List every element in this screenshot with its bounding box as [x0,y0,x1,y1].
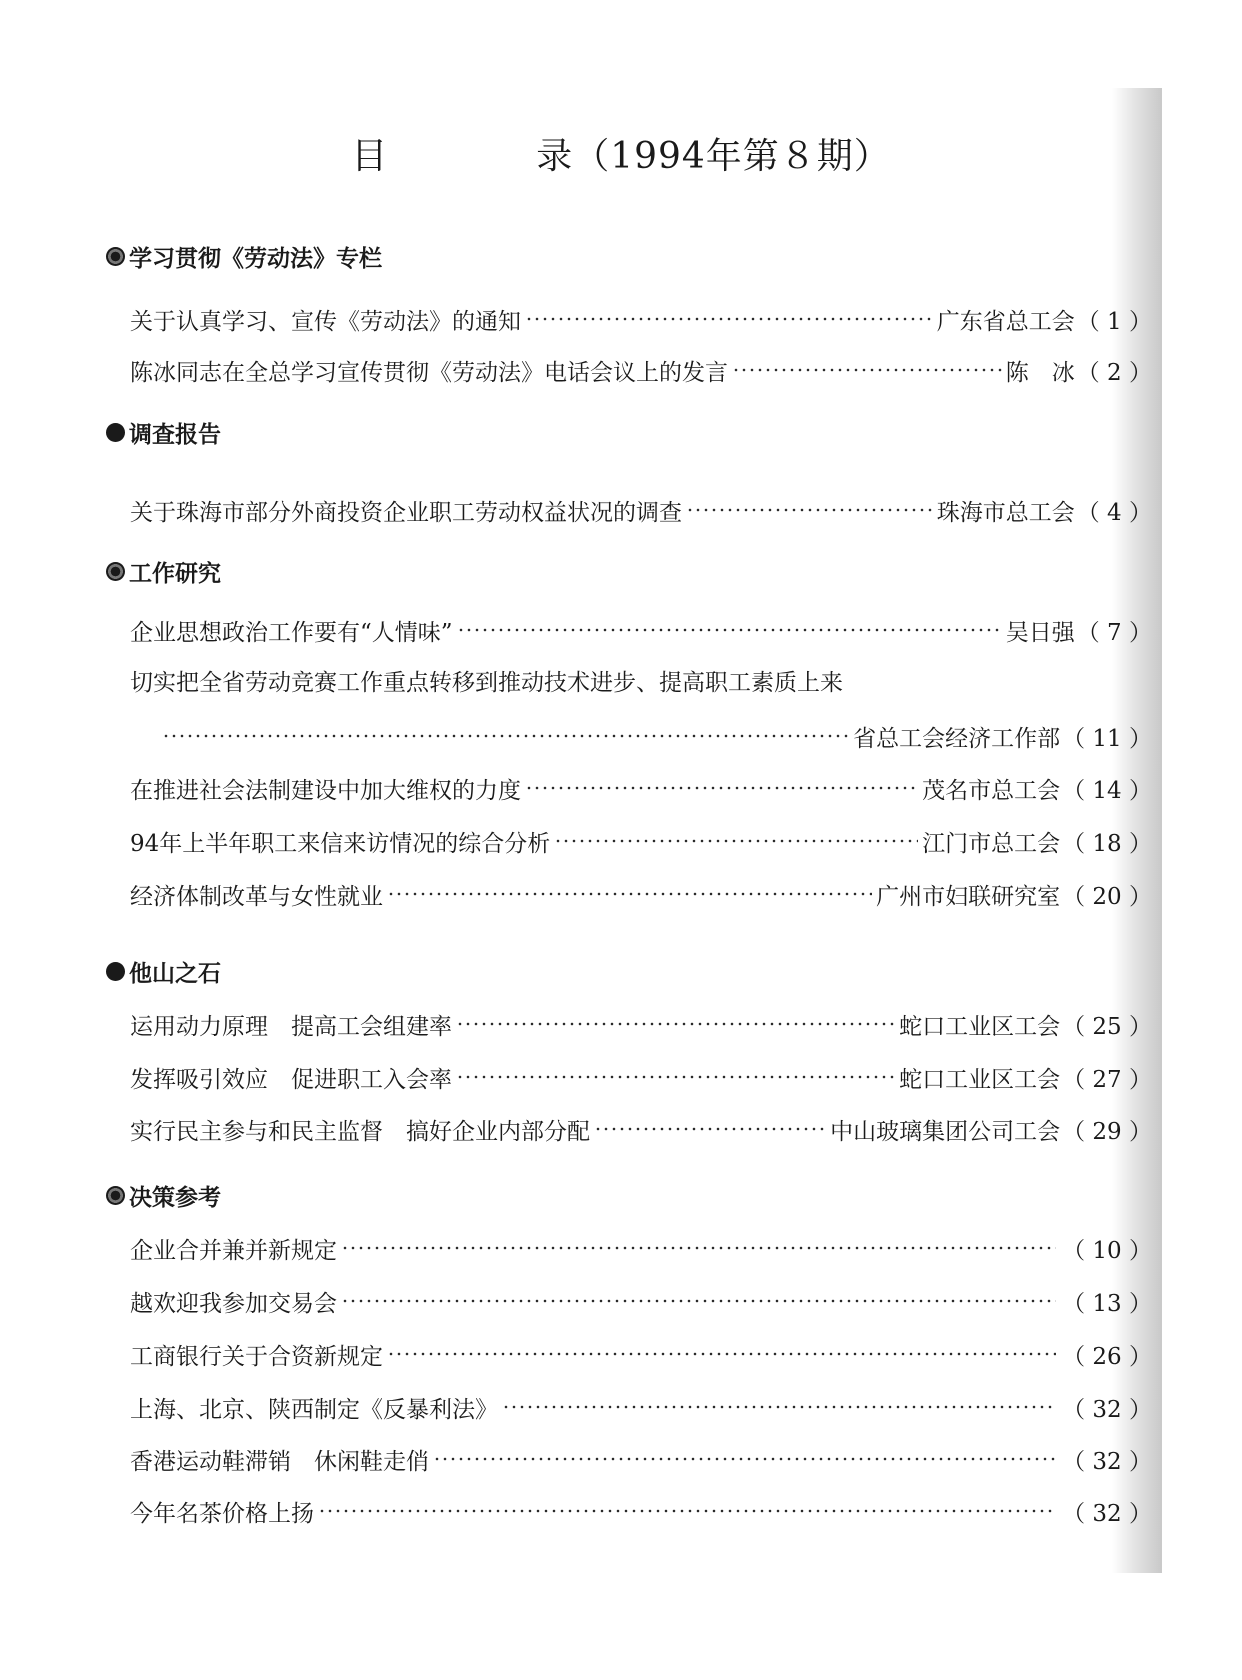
dot-leader [456,1075,895,1079]
entry-author: 省总工会经济工作部 [853,725,1061,752]
bullet-icon [106,1186,125,1205]
section-heading-work-research [106,555,221,588]
dot-leader [502,1405,1056,1409]
bullet-icon [106,962,125,981]
dot-leader [525,786,918,790]
entry-author: 吴日强 [1005,619,1075,646]
entry-author: 陈 冰 [1005,359,1075,386]
entry-author: 中山玻璃集团公司工会 [830,1118,1061,1145]
entry-page: （ 2 ） [1076,359,1152,386]
toc-entry[interactable] [130,1283,1152,1319]
toc-entry[interactable] [130,1111,1152,1147]
entry-page: （ 13 ） [1062,1290,1152,1317]
toc-entry[interactable] [130,823,1152,859]
entry-title: 企业合并兼并新规定 [130,1237,337,1264]
entry-page: （ 18 ） [1062,830,1152,857]
entry-page: （ 26 ） [1062,1343,1152,1370]
section-heading-label: 工作研究 [129,561,221,587]
dot-leader [433,1457,1056,1461]
toc-entry[interactable] [130,1389,1152,1425]
entry-author: 蛇口工业区工会 [899,1013,1061,1040]
toc-entry[interactable] [130,1059,1152,1095]
entry-title: 94年上半年职工来信来访情况的综合分析 [130,830,551,857]
entry-author: 广州市妇联研究室 [876,883,1061,910]
entry-title: 实行民主参与和民主监督 搞好企业内部分配 [130,1118,590,1145]
entry-page: （ 14 ） [1062,777,1152,804]
section-heading-label: 调查报告 [129,422,221,448]
toc-entry[interactable] [130,612,1152,648]
entry-title-line-1[interactable]: 切实把全省劳动竞赛工作重点转移到推动技术进步、提高职工素质上来 [130,670,843,696]
toc-entry[interactable] [130,1230,1152,1266]
entry-author: 江门市总工会 [922,830,1061,857]
entry-page: （ 29 ） [1062,1118,1152,1145]
entry-author: 广东省总工会 [936,308,1075,335]
entry-title: 关于认真学习、宣传《劳动法》的通知 [130,308,521,335]
entry-title: 发挥吸引效应 促进职工入会率 [130,1066,452,1093]
entry-title: 今年名茶价格上扬 [130,1500,314,1527]
dot-leader [457,628,1002,632]
entry-title: 上海、北京、陕西制定《反暴利法》 [130,1396,498,1423]
entry-title: 在推进社会法制建设中加大维权的力度 [130,777,521,804]
entry-author: 珠海市总工会 [936,499,1075,526]
dot-leader [456,1022,895,1026]
entry-page: （ 7 ） [1076,619,1152,646]
entry-page: （ 10 ） [1062,1237,1152,1264]
page-title: 目 录（1994年第８期） [351,136,891,177]
entry-page: （ 32 ） [1062,1396,1152,1423]
entry-page: （ 27 ） [1062,1066,1152,1093]
toc-entry[interactable] [130,492,1152,528]
section-heading-labor-law [106,240,382,273]
entry-title: 运用动力原理 提高工会组建率 [130,1013,452,1040]
entry-author: 茂名市总工会 [922,777,1061,804]
entry-author: 蛇口工业区工会 [899,1066,1061,1093]
dot-leader [341,1246,1056,1250]
bullet-icon [106,247,125,266]
dot-leader [162,734,849,738]
dot-leader [341,1299,1056,1303]
toc-entry[interactable] [130,1006,1152,1042]
dot-leader [318,1509,1056,1513]
dot-leader [554,839,918,843]
entry-title: 工商银行关于合资新规定 [130,1343,383,1370]
entry-title: 陈冰同志在全总学习宣传贯彻《劳动法》电话会议上的发言 [130,359,728,386]
dot-leader [525,317,933,321]
entry-page: （ 1 ） [1076,308,1152,335]
entry-title: 经济体制改革与女性就业 [130,883,383,910]
toc-entry[interactable] [130,301,1152,337]
entry-page: （ 11 ） [1062,725,1152,752]
bullet-icon [106,562,125,581]
section-heading-decision-reference [106,1179,221,1212]
toc-entry-continuation[interactable] [158,718,1152,754]
section-heading-label: 决策参考 [129,1185,221,1211]
toc-entry[interactable] [130,1493,1152,1529]
entry-page: （ 25 ） [1062,1013,1152,1040]
entry-page: （ 32 ） [1062,1500,1152,1527]
entry-title: 关于珠海市部分外商投资企业职工劳动权益状况的调查 [130,499,682,526]
toc-entry[interactable] [130,352,1152,388]
toc-entry[interactable] [130,770,1152,806]
section-heading-label: 他山之石 [129,961,221,987]
toc-entry[interactable] [130,1336,1152,1372]
entry-page: （ 32 ） [1062,1448,1152,1475]
dot-leader [594,1127,826,1131]
section-heading-other-mountains [106,955,221,988]
dot-leader [686,508,933,512]
entry-title: 企业思想政治工作要有“人情味” [130,619,453,646]
bullet-icon [106,423,125,442]
section-heading-survey [106,416,221,449]
toc-entry[interactable] [130,876,1152,912]
dot-leader [387,1352,1056,1356]
toc-entry[interactable] [130,1441,1152,1477]
entry-page: （ 4 ） [1076,499,1152,526]
entry-page: （ 20 ） [1062,883,1152,910]
dot-leader [732,368,1002,372]
entry-title: 越欢迎我参加交易会 [130,1290,337,1317]
dot-leader [387,892,872,896]
section-heading-label: 学习贯彻《劳动法》专栏 [129,246,382,272]
entry-title: 香港运动鞋滞销 休闲鞋走俏 [130,1448,429,1475]
